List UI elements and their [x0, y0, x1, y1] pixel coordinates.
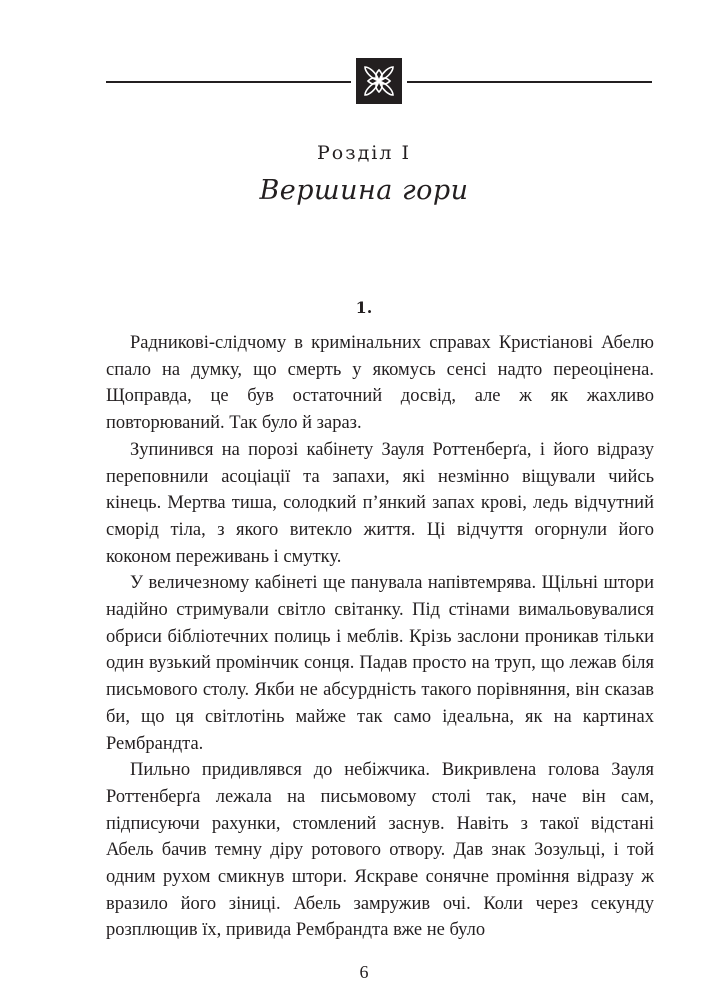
- paragraph: Пильно придивлявся до небіжчика. Викривлена голова Зауля Роттенберґа лежала на письмовому столі так, наче він сам, підписуючи рахунки, стомлений заснув. Навіть з такої відстані Абель бачив темну діру ротового отвору. Дав знак Зозульці, і той одним рухом смикнув штори. Яскраве сонячне проміння відразу ж вразило його зіниці. Абель замружив очі. Коли через секунду розплющив їх, привида Рембрандта вже не було: [106, 760, 654, 941]
- paragraph: У величезному кабінеті ще панувала напівтемрява. Щільні штори надійно стримували світло світанку. Під стінами вимальовувалися обриси бібліотечних полиць і меблів. Крізь заслони проникав тільки один вузький промінчик сонця. Падав просто на труп, що лежав біля письмового столу. Якби не абсурдність такого порівняння, він сказав би, що ця світлотінь майже так само ідеальна, як на картинах Рембрандта.: [106, 573, 654, 754]
- paragraph: Радникові-слідчому в кримінальних справах Кристіанові Абелю спало на думку, що смерть у якомусь сенсі надто переоцінена. Щоправда, це був остаточний досвід, але ж як жахливо повторюваний. Так було й зараз.: [106, 333, 654, 434]
- chapter-label: Розділ І: [317, 142, 411, 164]
- section-number: 1.: [355, 298, 373, 317]
- ornament-rule-right: [407, 81, 652, 83]
- body-text: [106, 330, 654, 944]
- floral-knot-icon: [356, 58, 402, 104]
- chapter-ornament: [106, 58, 652, 106]
- page-number: 6: [359, 962, 369, 982]
- paragraph: Зупинився на порозі кабінету Зауля Роттенберґа, і його відразу переповнили асоціації та запахи, які незмінно віщували чийсь кінець. Мертва тиша, солодкий п’янкий запах крові, ледь відчутний сморід тіла, з якого витекло життя. Ці відчуття огорнули його коконом переживань і смутку.: [106, 439, 654, 567]
- ornament-rule-left: [106, 81, 351, 83]
- chapter-title: Вершина гори: [259, 175, 469, 206]
